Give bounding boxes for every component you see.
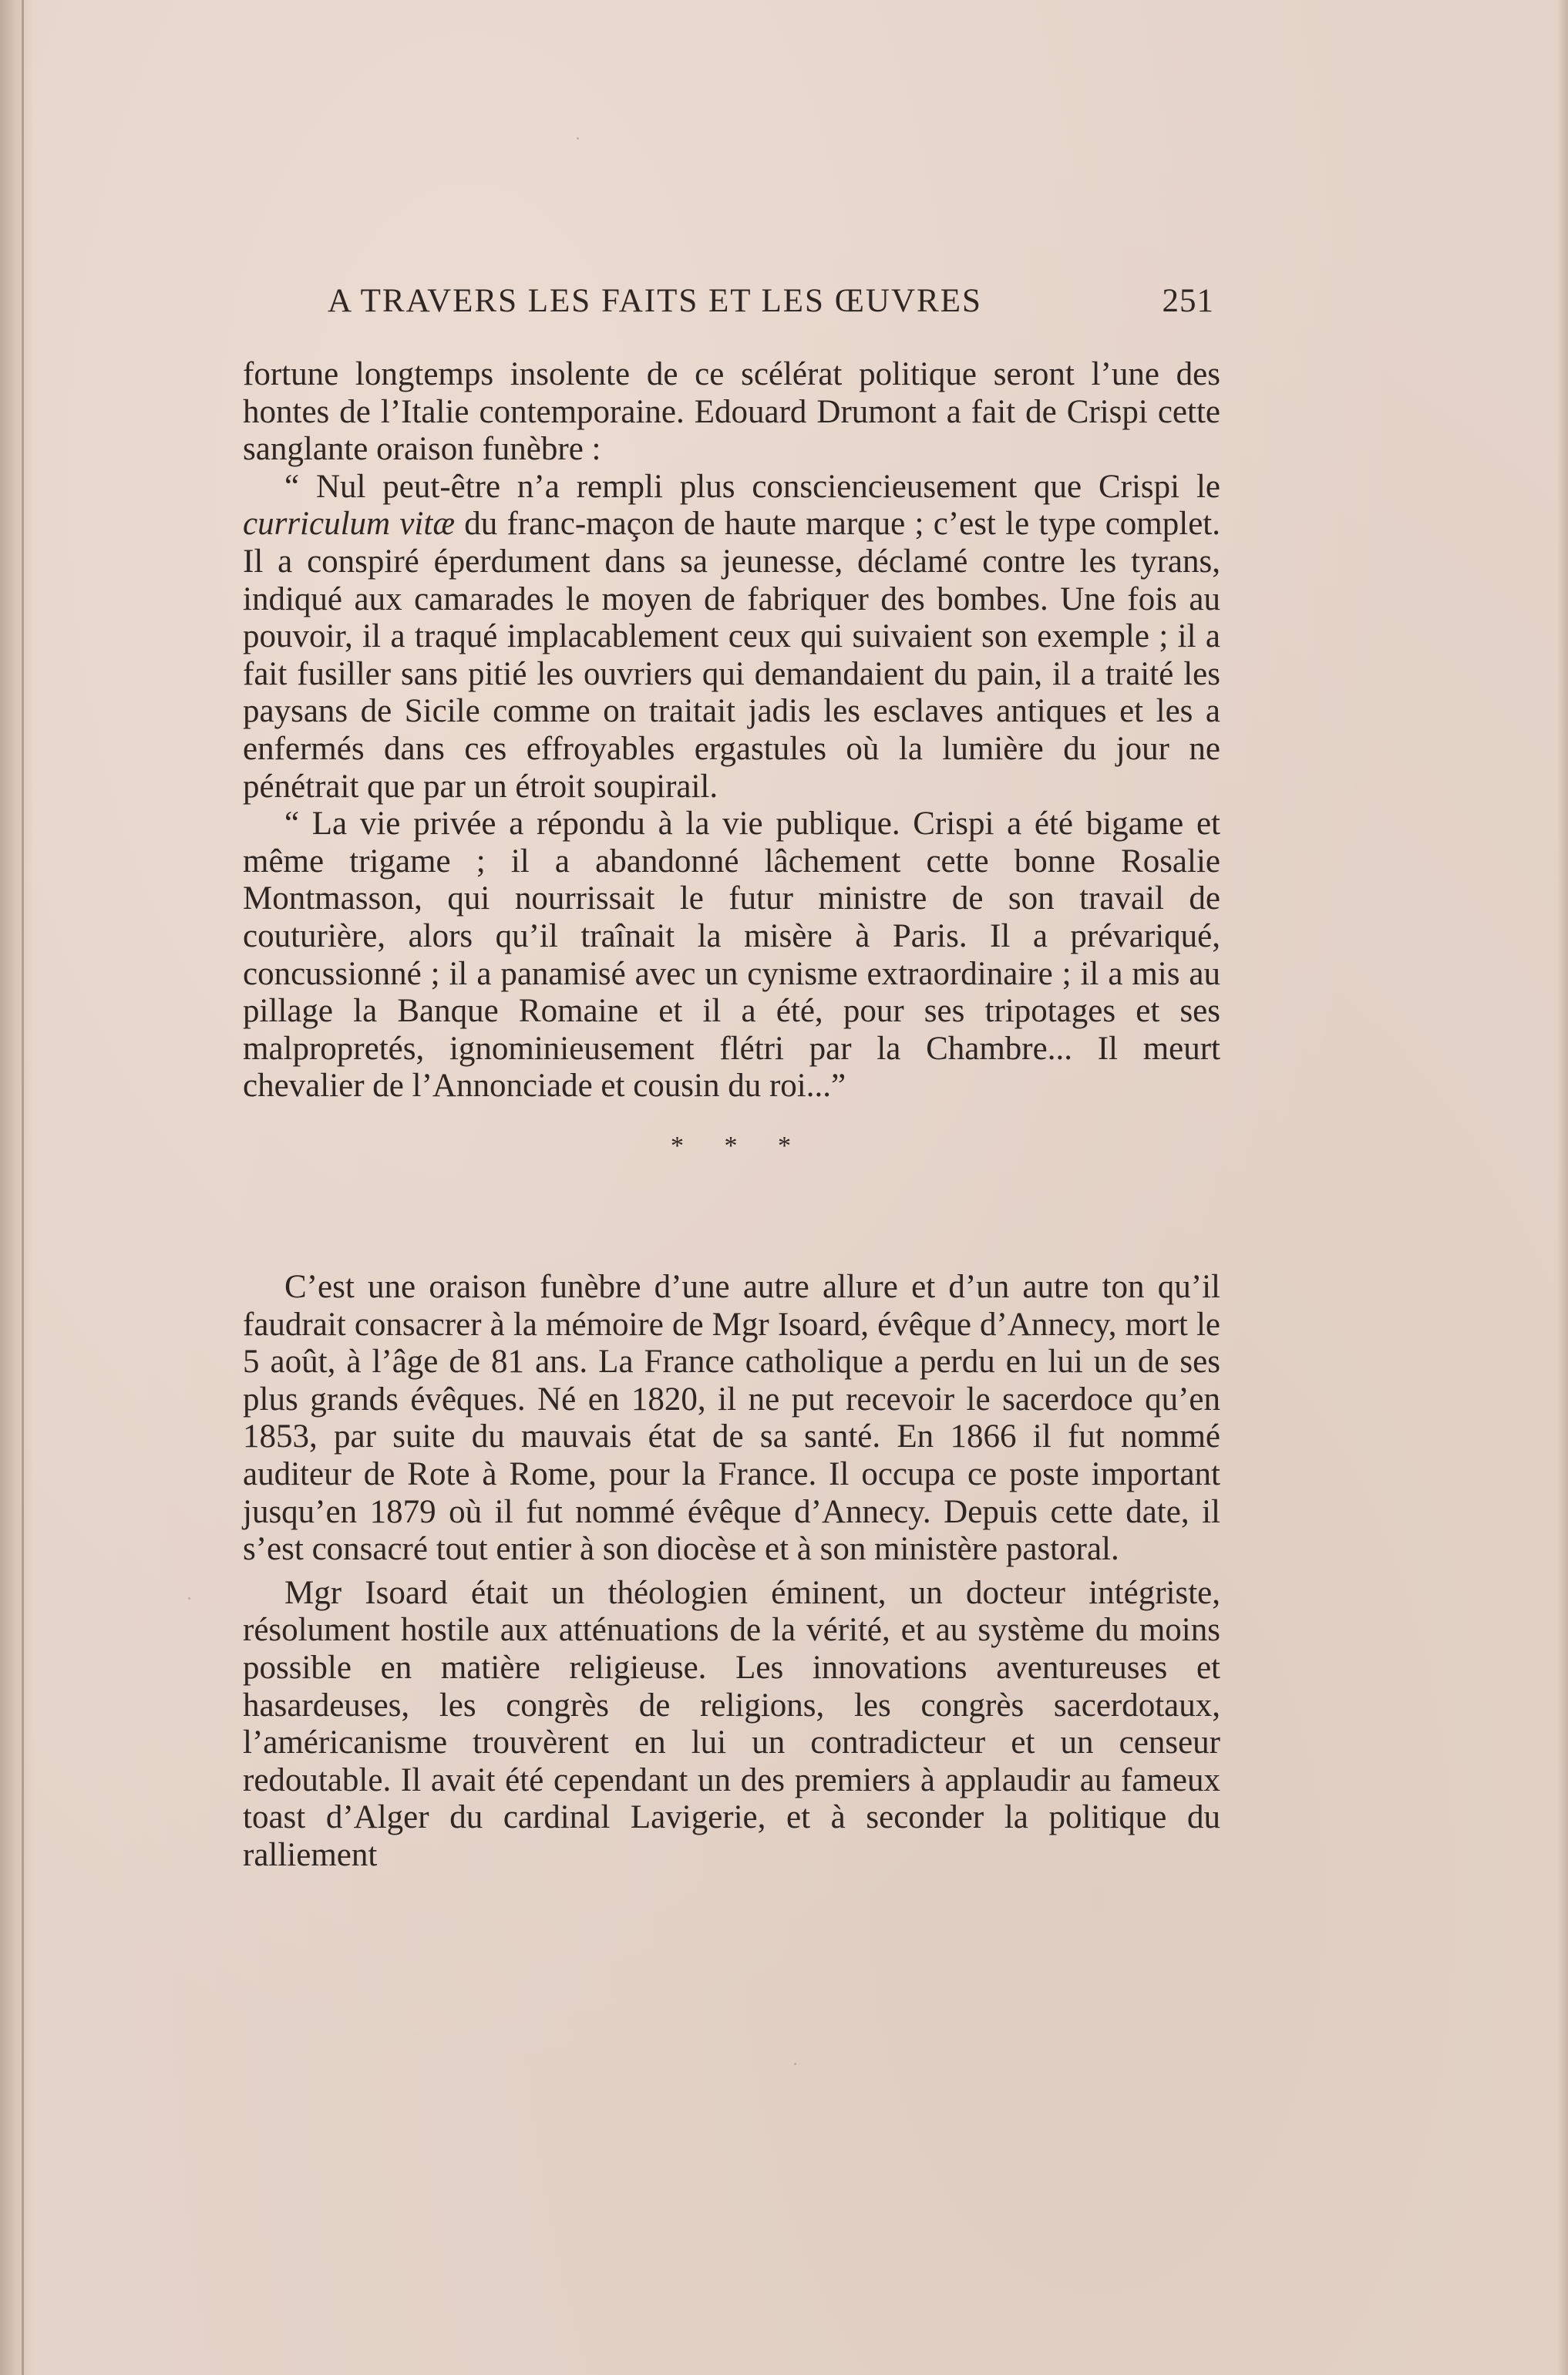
paragraph-isoard-theology: Mgr Isoard était un théologien éminent, un docteur intégriste, résolument hostile aux atténuations de la vérité, et au système du moins possible en matière religieuse. Les innovations aventureuses et hasardeuses, les congrès de religions, les congrès sacerdotaux, l’américanisme trouvèrent en lui un contradicteur et un censeur redoutable. Il avait été cependant un des premiers à applaudir au fameux toast d’Alger du cardinal Lavigerie, et à seconder la politique du ralliement xyxy=(243,1574,1220,1873)
quotation-paragraph-2: “ La vie privée a répondu à la vie publique. Crispi a été bigame et même trigame ; il a abandonné lâchement cette bonne Rosalie Montmasson, qui nourrissait le futur ministre de son travail de couturière, alors qu’il traînait la misère à Paris. Il a prévariqué, concussionné ; il a panamisé avec un cynisme extraordinaire ; il a mis au pillage la Banque Romaine et il a été, pour ses tripotages et ses malpropretés, ignominieusement flétri par la Chambre... Il meurt chevalier de l’Annonciade et cousin du roi...” xyxy=(243,806,1220,1105)
section-separator-asterism: * * * xyxy=(671,1131,808,1160)
paragraph-isoard-obituary: C’est une oraison funèbre d’une autre allure et d’un autre ton qu’il faudrait consacrer à la mémoire de Mgr Isoard, évêque d’Annecy, mort le 5 août, à l’âge de 81 ans. La France catholique a perdu en lui un de ses plus grands évêques. Né en 1820, il ne put recevoir le sacerdoce qu’en 1853, par suite du mauvais état de sa santé. En 1866 il fut nommé auditeur de Rote à Rome, pour la France. Il occupa ce poste important jusqu’en 1879 où il fut nommé évêque d’Annecy. Depuis cette date, il s’est consacré tout entier à son diocèse et à son ministère pastoral. xyxy=(243,1269,1220,1568)
italic-phrase: curriculum vitæ xyxy=(243,506,456,543)
page-number: 251 xyxy=(1162,283,1214,319)
page-binding-edge xyxy=(0,0,34,2375)
quotation-text-start: “ Nul peut-être n’a rempli plus consciencieusement que Crispi le xyxy=(284,468,1220,505)
paper-fleck xyxy=(794,2063,796,2065)
article-body-section-one xyxy=(243,356,1220,1216)
article-body-section-two xyxy=(243,1269,1220,1875)
page-right-edge xyxy=(1557,0,1568,2375)
quotation-paragraph-1 xyxy=(243,469,1220,806)
running-head-title: A TRAVERS LES FAITS ET LES ŒUVRES xyxy=(328,283,982,319)
paper-fleck xyxy=(577,137,579,140)
quotation-text-end: du franc-maçon de haute marque ; c’est le type complet. Il a conspiré éperdument dans sa jeunesse, déclamé contre les tyrans, indiqué aux camarades le moyen de fabriquer des bombes. Une fois au pouvoir, il a traqué implacablement ceux qui suivaient son exemple ; il a fait fusiller sans pitié les ouvriers qui demandaient du pain, il a traité les paysans de Sicile comme on traitait jadis les esclaves antiques et les a enfermés dans ces effroyables ergastules où la lumière du jour ne pénétrait que par un étroit soupirail. xyxy=(243,506,1220,805)
paper-fleck xyxy=(188,1597,190,1600)
binding-gutter-line xyxy=(22,0,24,2375)
running-head xyxy=(243,282,1214,325)
paragraph-continued: fortune longtemps insolente de ce scélérat politique seront l’une des hontes de l’Italie contemporaine. Edouard Drumont a fait de Crispi cette sanglante oraison funèbre : xyxy=(243,356,1220,468)
